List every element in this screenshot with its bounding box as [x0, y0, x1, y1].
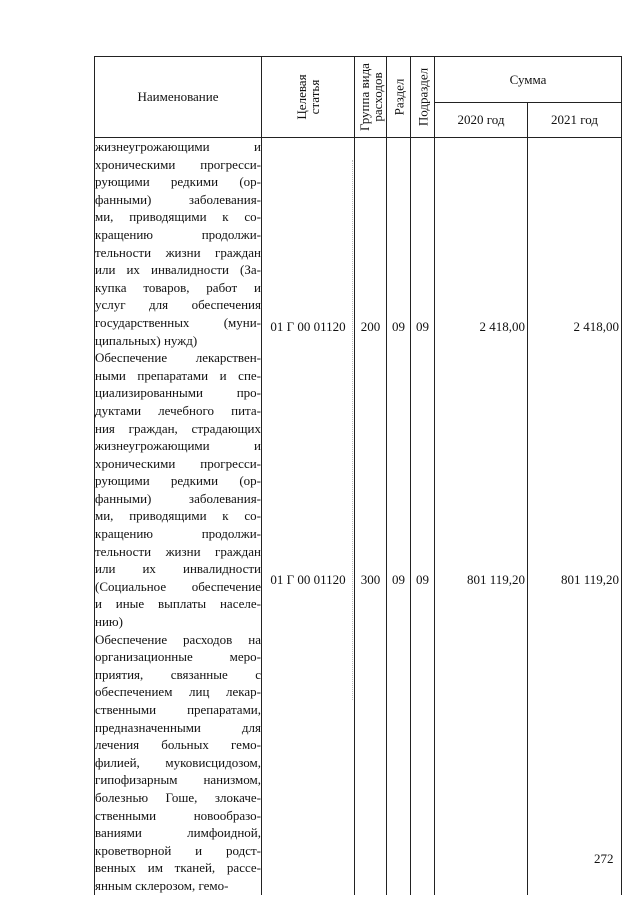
name-line: кращению продолжи- [95, 526, 261, 542]
name-line: (Социальное обеспечение [95, 578, 261, 594]
name-line: организационные меро- [95, 649, 261, 665]
name-line: Обеспечение лекарствен- [95, 350, 261, 366]
name-line: нию) [95, 614, 123, 630]
name-line: приятия, связанные с [95, 666, 261, 682]
name-line: лечения больных гемо- [95, 737, 261, 753]
row2-subsection: 09 [416, 572, 429, 587]
row1-section: 09 [392, 319, 405, 334]
name-line: рующими редкими (ор- [95, 473, 261, 489]
header-target-label: Целевая статья [294, 74, 322, 120]
row2-group: 300 [360, 572, 381, 587]
name-line: рующими редкими (ор- [95, 174, 261, 190]
name-line: ственными препаратами, [95, 702, 261, 717]
name-line: янным склерозом, гемо- [95, 877, 229, 893]
page-number: 272 [594, 851, 614, 866]
name-line: ципальных) нужд) [95, 332, 198, 348]
name-line: ми, приводящими к со- [95, 209, 261, 225]
name-line: кроветворной и родст- [95, 842, 261, 858]
name-line: жизнеугрожающими и [95, 139, 261, 154]
name-line: предназначенными для [95, 719, 261, 735]
row1-sum2021: 2 418,00 [573, 319, 619, 334]
name-line: филией, муковисцидозом, [95, 754, 261, 770]
name-line: ными препаратами и спе- [95, 367, 261, 383]
name-line: ваниями лимфоидной, [95, 825, 261, 841]
name-line: услуг для обеспечения [95, 297, 261, 313]
header-year-2021: 2021 год [528, 103, 622, 138]
name-line: ственными новообразо- [95, 807, 261, 823]
table-row [95, 138, 622, 895]
row2-section: 09 [392, 572, 405, 587]
name-line: или их инвалидности [95, 561, 261, 577]
name-line: тельности жизни граждан [95, 543, 261, 559]
header-group [355, 57, 387, 138]
name-line: тельности жизни граждан [95, 244, 261, 260]
name-line: кращению продолжи- [95, 226, 261, 242]
name-line: гипофизарным нанизмом, [95, 772, 261, 788]
header-subsection-label: Подраздел [415, 67, 430, 127]
row1-subsection: 09 [416, 319, 429, 334]
name-line: ми, приводящими к со- [95, 508, 261, 524]
name-line: фанными) заболевания- [95, 490, 261, 506]
row1-sum2020: 2 418,00 [479, 319, 525, 334]
section-cell [387, 138, 411, 895]
header-subsection [411, 57, 435, 138]
name-line: и иные выплаты населе- [95, 596, 261, 612]
name-line: дуктами лечебного пита- [95, 402, 261, 418]
name-line: купка товаров, работ и [95, 279, 261, 295]
budget-table [94, 56, 622, 895]
name-line: обеспечением лиц лекар- [95, 684, 261, 700]
header-name: Наименование [95, 57, 262, 138]
name-text [95, 138, 261, 895]
name-line: Обеспечение расходов на [95, 631, 261, 647]
name-line: венных им тканей, рассе- [95, 860, 261, 876]
header-group-label: Группа вида расходов [356, 63, 385, 131]
name-line: ния граждан, страдающих [95, 420, 261, 436]
row1-target: 01 Г 00 01120 [270, 319, 346, 334]
name-line: или их инвалидности (За- [95, 262, 261, 278]
header-section-label: Раздел [391, 78, 406, 116]
name-line: циализированными про- [95, 385, 261, 401]
name-line: жизнеугрожающими и [95, 438, 261, 454]
name-line: фанными) заболевания- [95, 191, 261, 207]
name-line: государственных (муни- [95, 314, 261, 330]
sum2021-cell [528, 138, 622, 895]
target-cell [262, 138, 355, 895]
row2-target: 01 Г 00 01120 [270, 572, 346, 587]
header-sum: Сумма [435, 57, 622, 103]
sum2020-cell [435, 138, 528, 895]
row2-sum2021: 801 119,20 [560, 572, 619, 587]
group-cell [355, 138, 387, 895]
header-section [387, 57, 411, 138]
row2-sum2020: 801 119,20 [466, 572, 525, 587]
row1-group: 200 [360, 319, 381, 334]
name-line: болезнью Гоше, злокаче- [95, 789, 261, 805]
header-target [262, 57, 355, 138]
header-year-2020: 2020 год [435, 103, 528, 138]
name-line: хроническими прогресси- [95, 156, 261, 172]
subsection-cell [411, 138, 435, 895]
name-line: хроническими прогресси- [95, 455, 261, 471]
name-cell [95, 138, 262, 895]
